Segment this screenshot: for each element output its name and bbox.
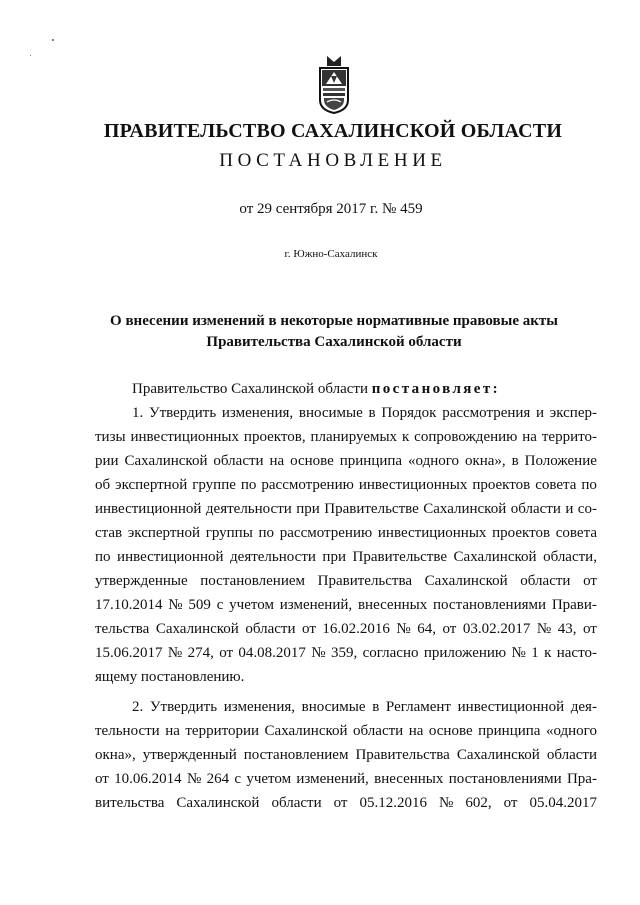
scan-speck <box>52 39 54 41</box>
paragraph-line: тельности на территории Сахалинской области на основе принципа «одного <box>95 723 597 739</box>
paragraph-line: утвержденные постановлением Правительства Сахалинской области от <box>95 573 597 589</box>
organization-name: ПРАВИТЕЛЬСТВО САХАЛИНСКОЙ ОБЛАСТИ <box>103 120 563 142</box>
paragraph-line: 1. Утвердить изменения, вносимые в Порядок рассмотрения и экспер- <box>132 405 597 421</box>
title-line: Правительства Сахалинской области <box>206 334 462 350</box>
scan-speck <box>30 55 31 56</box>
coat-of-arms-icon <box>318 56 350 114</box>
paragraph-line: инвестиционной деятельности при Правительстве Сахалинской области и со- <box>95 501 597 517</box>
document-type: ПОСТАНОВЛЕНИЕ <box>219 150 447 171</box>
paragraph-line: 15.06.2017 № 274, от 04.08.2017 № 359, согласно приложению № 1 к насто- <box>95 645 597 661</box>
preamble <box>95 377 597 401</box>
paragraph-line: 17.10.2014 № 509 с учетом изменений, внесенных постановлениями Прави- <box>95 597 597 613</box>
paragraph-line: окна», утвержденный постановлением Правительства Сахалинской области <box>95 747 597 763</box>
paragraph-line: об экспертной группе по рассмотрению инвестиционных проектов совета по <box>95 477 597 493</box>
paragraph-line: вительства Сахалинской области от 05.12.2016 № 602, от 05.04.2017 <box>95 795 597 811</box>
document-date-number: от 29 сентября 2017 г. № 459 <box>239 201 423 217</box>
title-line: О внесении изменений в некоторые нормативные правовые акты <box>110 313 558 329</box>
paragraph-line: 2. Утвердить изменения, вносимые в Регламент инвестиционной дея- <box>132 699 597 715</box>
paragraph-line: став экспертной группы по рассмотрению инвестиционных проектов совета <box>95 525 597 541</box>
document-body <box>95 377 597 815</box>
document-city: г. Южно-Сахалинск <box>284 248 378 260</box>
paragraph-line: по инвестиционной деятельности при Правительстве Сахалинской области, <box>95 549 597 565</box>
paragraph-line: ящему постановлению. <box>95 669 245 685</box>
document-title <box>0 311 640 353</box>
paragraph-line: от 10.06.2014 № 264 с учетом изменений, внесенных постановлениями Пра- <box>95 771 597 787</box>
paragraph-line: рии Сахалинской области на основе принципа «одного окна», в Положение <box>95 453 597 469</box>
paragraph-line: тельства Сахалинской области от 16.02.2016 № 64, от 03.02.2017 № 43, от <box>95 621 597 637</box>
preamble-text: Правительство Сахалинской области <box>132 381 372 397</box>
preamble-emphasis: постановляет: <box>371 381 501 397</box>
paragraph-line: тизы инвестиционных проектов, планируемых к сопровождению на террито- <box>95 429 597 445</box>
